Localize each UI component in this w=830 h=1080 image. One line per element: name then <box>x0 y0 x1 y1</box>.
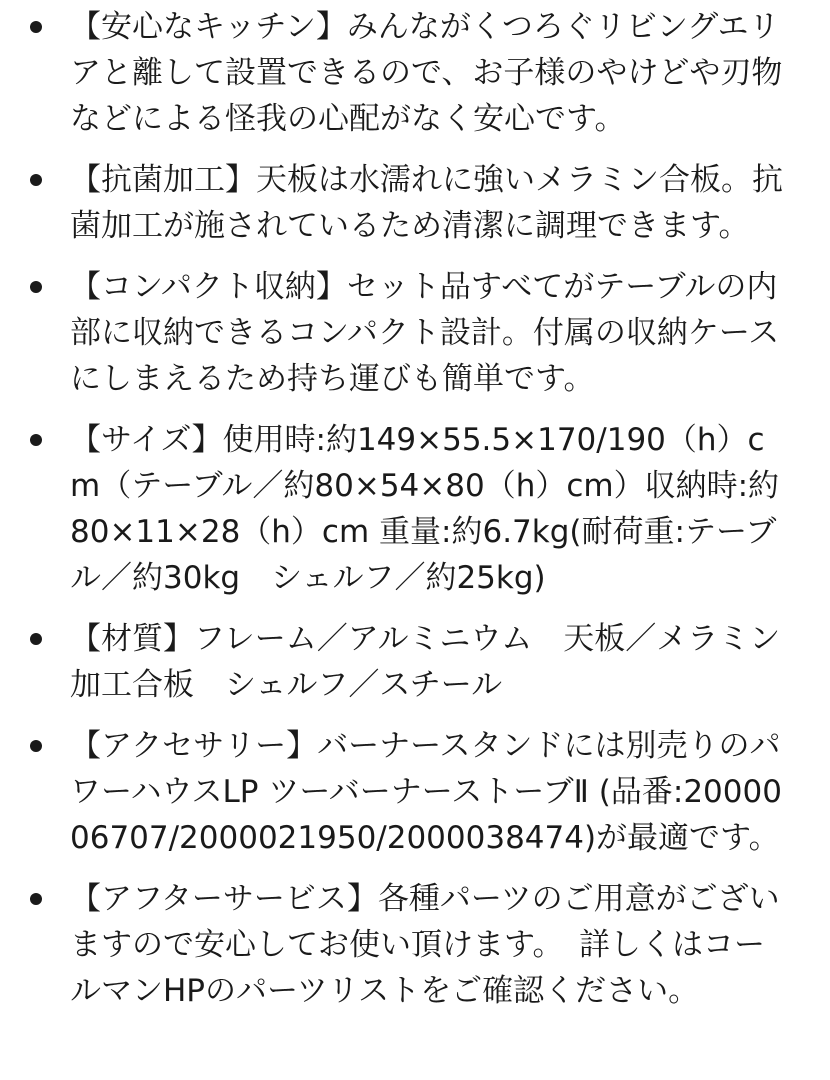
feature-item-accessory <box>0 723 830 861</box>
feature-text: 【材質】フレーム／アルミニウム 天板／メラミン加工合板 シェルフ／スチール <box>70 621 781 703</box>
bullet-icon <box>30 21 42 33</box>
feature-item-after-service <box>0 876 830 1014</box>
bullet-icon <box>30 434 42 446</box>
feature-item-compact-storage <box>0 264 830 402</box>
feature-text: 【コンパクト収納】セット品すべてがテーブルの内部に収納できるコンパクト設計。付属の収納ケースにしまえるため持ち運びも簡単です。 <box>70 269 780 397</box>
feature-text: 【安心なキッチン】みんながくつろぐリビングエリアと離して設置できるので、お子様のやけどや刃物などによる怪我の心配がなく安心です。 <box>70 9 783 137</box>
feature-text: 【サイズ】使用時:約149×55.5×170/190（h）cm（テーブル／約80×54×80（h）cm）収納時:約80×11×28（h）cm 重量:約6.7kg(耐荷重:テーブル／約30kg シェルフ／約25kg) <box>70 422 780 596</box>
feature-text: 【アクセサリー】バーナースタンドには別売りのパワーハウスLP ツーバーナーストーブⅡ (品番:2000006707/2000021950/2000038474)が最適です。 <box>70 728 782 856</box>
bullet-icon <box>30 740 42 752</box>
feature-item-size <box>0 417 830 601</box>
bullet-icon <box>30 633 42 645</box>
bullet-icon <box>30 281 42 293</box>
bullet-icon <box>30 174 42 186</box>
feature-item-safe-kitchen <box>0 4 830 142</box>
feature-item-antibacterial <box>0 157 830 249</box>
bullet-icon <box>30 893 42 905</box>
feature-text: 【アフターサービス】各種パーツのご用意がございますので安心してお使い頂けます。 詳しくはコールマンHPのパーツリストをご確認ください。 <box>70 881 780 1009</box>
feature-item-material <box>0 616 830 708</box>
feature-list <box>0 4 830 1029</box>
feature-text: 【抗菌加工】天板は水濡れに強いメラミン合板。抗菌加工が施されているため清潔に調理できます。 <box>70 162 783 244</box>
